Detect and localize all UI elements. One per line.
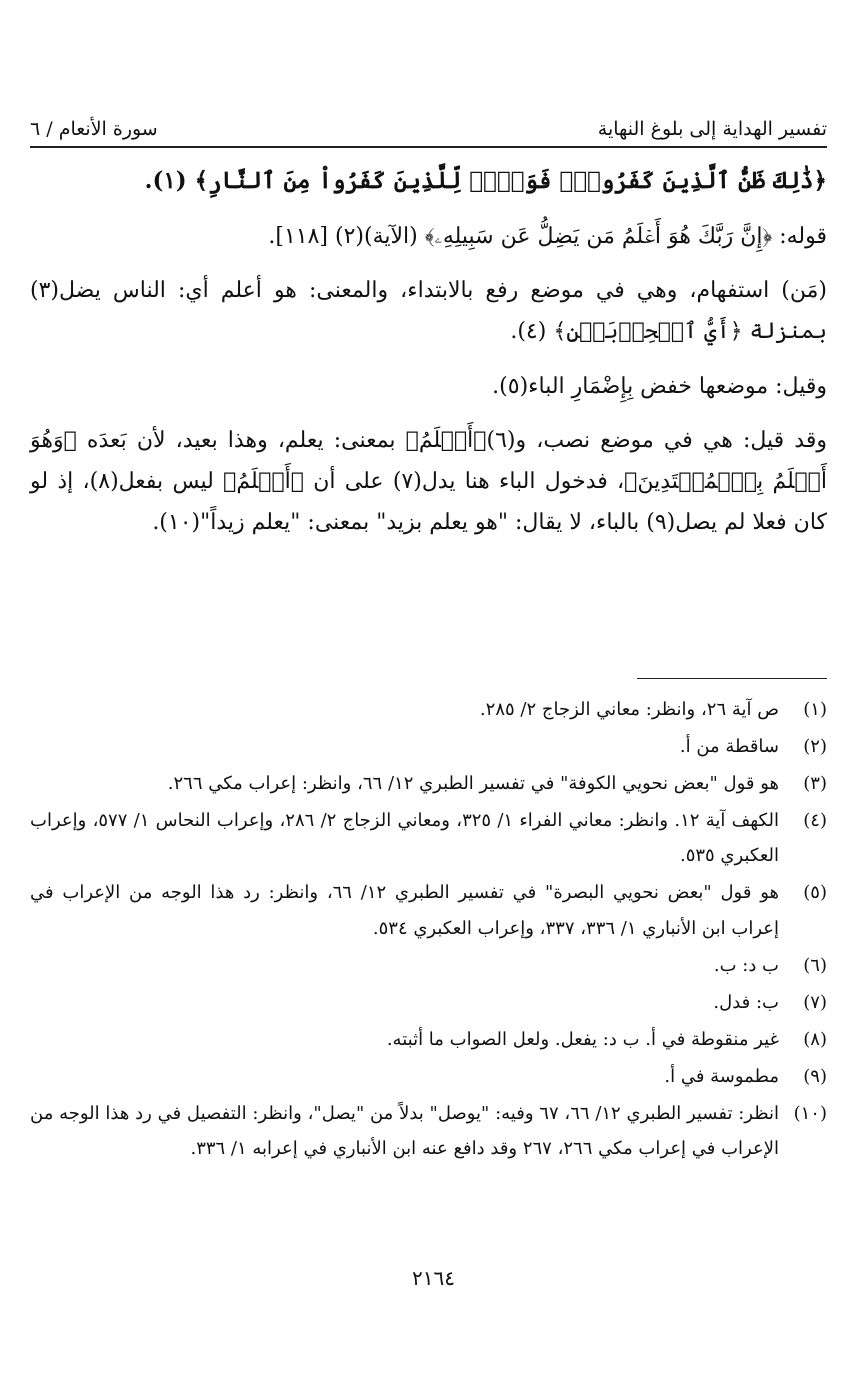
footnote-number: (٥) [803, 882, 827, 904]
footnote-number: (٧) [803, 991, 827, 1013]
paragraph-qila-khafd: وقيل: موضعها خفض بِإِضْمَارِ الباء(٥). [492, 373, 827, 399]
footnote-number: (١٠) [793, 1103, 827, 1125]
footnote-text: ب: فدل. [713, 991, 779, 1013]
footnote-item [30, 948, 827, 983]
footnote-item [30, 803, 827, 873]
footnote-number: (٢) [803, 736, 827, 758]
main-text [30, 160, 827, 557]
page-number: ٢١٦٤ [412, 1266, 455, 1290]
footnote-text: الكهف آية ١٢. وانظر: معاني الفراء ١/ ٣٢٥، ومعاني الزجاج ٢/ ٢٨٦، وإعراب النحاس ١/ ٥٧٧، وإعراب العكبري ٥٣٥. [30, 810, 779, 867]
footnote-item [30, 875, 827, 945]
footnotes [30, 692, 827, 1168]
footnote-divider [637, 678, 827, 679]
footnote-text: ب د: ب. [713, 954, 779, 976]
footnote-number: (١) [803, 699, 827, 720]
footnote-number: (٦) [803, 954, 827, 976]
footnote-item [30, 692, 827, 727]
footnote-number: (٣) [803, 773, 827, 795]
footnote-text: غير منقوطة في أ. ب د: يفعل. ولعل الصواب ما أثبته. [386, 1028, 779, 1050]
footnote-number: (٨) [803, 1028, 827, 1050]
footnote-item [30, 1022, 827, 1057]
surah-title: سورة الأنعام / ٦ [30, 118, 158, 140]
book-title: تفسير الهداية إلى بلوغ النهاية [597, 118, 827, 140]
footnote-item [30, 729, 827, 764]
paragraph-istifham: (مَن) استفهام، وهي في موضع رفع بالابتداء، والمعنى: هو أعلم أي: الناس يضل(٣) بمنزلة ﴿أَيُّ ٱلۡحِزۡبَيۡنِ﴾ (٤). [30, 278, 827, 344]
footnote-text: انظر: تفسير الطبري ١٢/ ٦٦، ٦٧ وفيه: "يوصل" بدلاً من "يصل"، وانظر: التفصيل في رد هذا الوجه من الإعراب في إعراب مكي ٢٦٦، ٢٦٧ وقد دافع عنه ابن الأنباري في إعرابه ١/ ٣٣٦. [30, 1103, 780, 1160]
running-header [30, 112, 827, 148]
paragraph-ayah: ﴿ذَٰلِكَ ظَنُّ ٱلَّذِينَ كَفَرُواْۚ فَوَيۡلٞ لِّلَّذِينَ كَفَرُواْ مِنَ ٱلنَّارِ﴾ (١). [144, 167, 827, 194]
footnote-text: هو قول "بعض نحويي الكوفة" في تفسير الطبري ١٢/ ٦٦، وانظر: إعراب مكي ٢٦٦. [167, 773, 779, 795]
footnote-number: (٤) [803, 810, 827, 832]
footnote-text: ساقطة من أ. [679, 736, 779, 758]
footnote-item [30, 766, 827, 801]
footnote-text: ص آية ٢٦، وانظر: معاني الزجاج ٢/ ٢٨٥. [479, 699, 779, 720]
footnote-text: هو قول "بعض نحويي البصرة" في تفسير الطبري ١٢/ ٦٦، وانظر: رد هذا الوجه من الإعراب في إعراب ابن الأنباري ١/ ٣٣٦، ٣٣٧، وإعراب العكبري ٥٣٤. [30, 882, 779, 939]
footnote-item [30, 1096, 827, 1166]
footnote-item [30, 1059, 827, 1094]
footnote-text: مطموسة في أ. [664, 1065, 779, 1087]
paragraph-qila-nasb: وقد قيل: هي في موضع نصب، و(٦)﴿أَعۡلَمُ﴾ بمعنى: يعلم، وهذا بعيد، لأن بَعدَه ﴿وَهُوَ أَعۡلَمُ بِٱلۡمُهۡتَدِينَ﴾، فدخول الباء هنا يدل(٧) على أن ﴿أَعۡلَمُ﴾ ليس بفعل(٨)، إذ لو كان فعلا لم يصل(٩) بالباء، لا يقال: "هو يعلم بزيد" بمعنى: "يعلم زيداً"(١٠). [30, 428, 827, 535]
footnote-number: (٩) [803, 1065, 827, 1087]
paragraph-qawluh: قوله: ﴿إِنَّ رَبَّكَ هُوَ أَعۡلَمُ مَن يَضِلُّ عَن سَبِيلِهِۦ﴾ (الآية)(٢) [١١٨]. [268, 223, 827, 249]
footnote-item [30, 985, 827, 1020]
